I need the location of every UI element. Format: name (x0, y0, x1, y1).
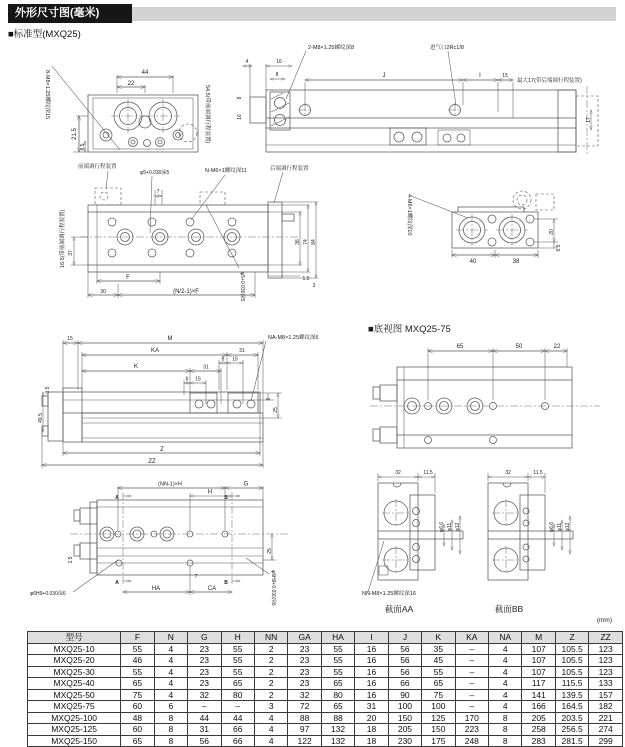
dim-phi66a: φ6.6 (439, 521, 445, 533)
dim-20: 20 (549, 229, 555, 235)
column-header: F (121, 632, 154, 644)
note-pin6-left: φ6H9+0.030深6 (30, 591, 66, 597)
value-cell: 123 (589, 643, 623, 655)
value-cell: 139.5 (555, 689, 588, 701)
dim-ha: HA (151, 586, 161, 592)
value-cell: 65 (121, 735, 154, 747)
value-cell: 4 (489, 701, 522, 713)
value-cell: 88 (288, 712, 321, 724)
dim-g: G (243, 481, 249, 488)
value-cell: 117 (522, 678, 555, 690)
model-cell: MXQ25-50 (28, 689, 121, 701)
dim-37: 37 (68, 250, 74, 256)
dim-25b: 25 (267, 548, 273, 554)
value-cell: 8 (489, 735, 522, 747)
value-cell: 16 (355, 643, 388, 655)
table-row (28, 643, 623, 655)
value-cell: 2 (254, 643, 287, 655)
view-top-side (237, 43, 598, 156)
value-cell: 203.5 (555, 712, 588, 724)
dim-zz: ZZ (148, 459, 156, 465)
view-mid-end (406, 191, 562, 265)
dim-11-5b: 11.5 (533, 470, 543, 476)
value-cell: 18 (355, 724, 388, 736)
dim-phi11b: φ11 (557, 522, 563, 532)
value-cell: 55 (221, 655, 254, 667)
dim-ca: CA (207, 586, 217, 592)
value-cell: 4 (154, 643, 187, 655)
value-cell: 221 (589, 712, 623, 724)
value-cell: 80 (321, 689, 354, 701)
section-mark-a-top: A (115, 495, 119, 501)
value-cell: 56 (388, 655, 421, 667)
value-cell: 4 (489, 689, 522, 701)
dim-84: 84 (311, 239, 317, 245)
dim-22b: 22 (553, 344, 561, 350)
dim-25a: 25 (273, 407, 279, 413)
dim-16-left: 16 (237, 114, 243, 120)
value-cell: 283 (522, 735, 555, 747)
table-row (28, 655, 623, 667)
dim-30: 30 (100, 289, 106, 295)
value-cell: 56 (388, 666, 421, 678)
dim-1-5b: 1.5 (68, 556, 74, 564)
dim-8-left: 8 (237, 96, 243, 100)
view-bottom75 (370, 344, 600, 448)
dim-8: 8 (275, 72, 279, 78)
value-cell: 8 (154, 724, 187, 736)
page-title: 外形尺寸图(毫米) (8, 4, 132, 23)
value-cell: 4 (154, 666, 187, 678)
value-cell: 66 (221, 735, 254, 747)
value-cell: 105.5 (555, 666, 588, 678)
value-cell: 66 (221, 724, 254, 736)
value-cell: 205 (522, 712, 555, 724)
value-cell: – (455, 689, 488, 701)
model-cell: MXQ25-100 (28, 712, 121, 724)
dim-6-5: 6.5 (80, 143, 86, 151)
value-cell: 55 (321, 643, 354, 655)
table-row (28, 678, 623, 690)
value-cell: 55 (422, 666, 455, 678)
value-cell: 133 (589, 678, 623, 690)
column-header: NN (254, 632, 287, 644)
value-cell: 122 (288, 735, 321, 747)
value-cell: – (455, 655, 488, 667)
dim-table-head-row (28, 632, 623, 644)
value-cell: – (455, 701, 488, 713)
value-cell: 44 (188, 712, 221, 724)
dim-21-5: 21.5 (72, 128, 78, 140)
value-cell: 65 (321, 701, 354, 713)
value-cell: 56 (188, 735, 221, 747)
value-cell: 299 (589, 735, 623, 747)
dim-6c: 6 (266, 397, 272, 401)
dim-50: 50 (515, 344, 523, 350)
value-cell: 72 (288, 701, 321, 713)
value-cell: 6 (154, 701, 187, 713)
value-cell: 55 (121, 643, 154, 655)
value-cell: 55 (321, 666, 354, 678)
value-cell: 4 (254, 735, 287, 747)
column-header: HA (321, 632, 354, 644)
value-cell: 65 (422, 678, 455, 690)
dim-m: M (167, 336, 173, 342)
value-cell: 23 (188, 655, 221, 667)
note-thread-n-m6: N-M6×1螺纹深11 (205, 168, 247, 174)
value-cell: 55 (221, 666, 254, 678)
value-cell: 20 (355, 712, 388, 724)
value-cell: 75 (422, 689, 455, 701)
value-cell: 281.5 (555, 735, 588, 747)
value-cell: 2 (254, 655, 287, 667)
value-cell: 8 (489, 712, 522, 724)
value-cell: 55 (121, 666, 154, 678)
value-cell: 157 (589, 689, 623, 701)
note-front-adjuster: 前端调行程装置 (78, 164, 117, 170)
column-header: KA (455, 632, 488, 644)
value-cell: 31 (355, 701, 388, 713)
value-cell: 32 (188, 689, 221, 701)
dim-6-5b: 6.5 (556, 244, 562, 252)
section-mark-a-bottom: A (115, 580, 119, 586)
value-cell: 80 (221, 689, 254, 701)
value-cell: 56 (388, 643, 421, 655)
dim-15c: 15 (232, 356, 238, 363)
value-cell: 66 (388, 678, 421, 690)
dim-36: 36 (295, 239, 301, 245)
view-section-aa (362, 470, 463, 614)
dim-table-body (28, 643, 623, 747)
table-row (28, 701, 623, 713)
value-cell: 23 (188, 643, 221, 655)
dim-h: H (207, 489, 213, 496)
note-pin5-top: φ5+0.030深5 (140, 170, 170, 176)
dim-3: 3 (312, 283, 316, 289)
value-cell: 35 (422, 643, 455, 655)
value-cell: 230 (388, 735, 421, 747)
bottom-view-heading: ■底视图 MXQ25-75 (368, 324, 451, 335)
subtitle-standard-type: ■标准型(MXQ25) (8, 29, 81, 40)
model-cell: MXQ25-75 (28, 701, 121, 713)
view-lower-side (38, 333, 319, 468)
view-section-bb (488, 470, 573, 614)
value-cell: 55 (321, 655, 354, 667)
note-thread-4-m6: 4-M6×1螺纹深10 (406, 194, 412, 236)
value-cell: 123 (589, 655, 623, 667)
dim-17: 17 (586, 117, 592, 123)
dim-k: K (133, 364, 139, 370)
dim-15b: 15 (67, 336, 73, 342)
dim-0-5: 0.5 (45, 386, 51, 394)
value-cell: 8 (154, 735, 187, 747)
value-cell: 274 (589, 724, 623, 736)
value-cell: 75 (121, 689, 154, 701)
value-cell: 60 (121, 701, 154, 713)
dim-7b: 7 (194, 574, 198, 580)
value-cell: 105.5 (555, 655, 588, 667)
column-header: Z (555, 632, 588, 644)
value-cell: 105.5 (555, 643, 588, 655)
value-cell: 132 (321, 735, 354, 747)
value-cell: 100 (422, 701, 455, 713)
value-cell: 4 (489, 678, 522, 690)
value-cell: – (455, 643, 488, 655)
column-header: 型号 (28, 632, 121, 644)
note-rear-adjuster: 后端调行程装置 (270, 166, 309, 172)
model-cell: MXQ25-10 (28, 643, 121, 655)
value-cell: 16 (355, 655, 388, 667)
value-cell: 125 (422, 712, 455, 724)
table-row (28, 666, 623, 678)
value-cell: 4 (489, 655, 522, 667)
column-header: M (522, 632, 555, 644)
value-cell: 23 (288, 666, 321, 678)
value-cell: 16 (355, 689, 388, 701)
value-cell: 3 (254, 701, 287, 713)
note-air-port: 进气口2Rc1/8 (430, 45, 464, 51)
value-cell: 150 (388, 712, 421, 724)
value-cell: 100 (388, 701, 421, 713)
dim-z: Z (160, 447, 164, 453)
dim-16: 16 (276, 59, 282, 65)
table-row (28, 735, 623, 747)
value-cell: – (455, 666, 488, 678)
value-cell: 258 (522, 724, 555, 736)
model-cell: MXQ25-30 (28, 666, 121, 678)
value-cell: 46 (121, 655, 154, 667)
section-mark-b-bottom: B (224, 580, 228, 586)
note-stroke-16-5: 16.5(带前端调行程装置) (60, 209, 66, 268)
note-thread-nn: NN-M8×1.25螺纹深16 (362, 591, 416, 597)
view-lower-bottom (30, 482, 290, 606)
dim-phi11a: φ11 (447, 522, 453, 532)
value-cell: 8 (154, 712, 187, 724)
section-aa-label: 截面AA (384, 604, 414, 614)
value-cell: 107 (522, 643, 555, 655)
view-plan (58, 162, 318, 301)
column-header: G (188, 632, 221, 644)
model-cell: MXQ25-20 (28, 655, 121, 667)
dim-j: J (382, 73, 386, 79)
view-top-end (44, 66, 212, 152)
column-header: N (154, 632, 187, 644)
dim-4: 4 (245, 59, 249, 65)
dimension-table (27, 631, 623, 747)
value-cell: 4 (254, 724, 287, 736)
note-max17: 最大17(带后端调行程装置) (517, 78, 582, 84)
dim-32b: 32 (505, 470, 511, 476)
dim-40: 40 (469, 259, 477, 265)
value-cell: 175 (422, 735, 455, 747)
dim-11-5a: 11.5 (423, 470, 433, 476)
note-stroke-54-5: 54.5(带前端调行程装置) (204, 85, 210, 144)
value-cell: 4 (489, 666, 522, 678)
value-cell: 23 (188, 678, 221, 690)
column-header: NA (489, 632, 522, 644)
model-cell: MXQ25-125 (28, 724, 121, 736)
value-cell: 170 (455, 712, 488, 724)
value-cell: 107 (522, 666, 555, 678)
value-cell: 31 (188, 724, 221, 736)
value-cell: 16 (355, 666, 388, 678)
value-cell: 90 (388, 689, 421, 701)
value-cell: 16 (355, 678, 388, 690)
dim-44: 44 (141, 70, 149, 76)
value-cell: 65 (121, 678, 154, 690)
value-cell: 4 (154, 655, 187, 667)
dim-74: 74 (303, 239, 309, 245)
note-thread-8-m8: 8-M8×1.25螺纹深15 (44, 70, 50, 120)
value-cell: 8 (489, 724, 522, 736)
value-cell: 18 (355, 735, 388, 747)
value-cell: 107 (522, 655, 555, 667)
column-header: H (221, 632, 254, 644)
value-cell: 2 (254, 689, 287, 701)
value-cell: 4 (154, 678, 187, 690)
note-thread-2-m8: 2-M8×1.25螺纹深8 (308, 45, 355, 51)
value-cell: – (455, 678, 488, 690)
value-cell: 97 (288, 724, 321, 736)
unit-note: (mm) (596, 617, 612, 624)
dim-32a: 32 (395, 470, 401, 476)
value-cell: 60 (121, 724, 154, 736)
dim-n2f: (N/2-1)×F (173, 289, 199, 295)
dim-15: 15 (502, 73, 508, 79)
value-cell: 141 (522, 689, 555, 701)
value-cell: 123 (589, 666, 623, 678)
value-cell: 150 (422, 724, 455, 736)
value-cell: 248 (455, 735, 488, 747)
value-cell: 65 (321, 678, 354, 690)
column-header: I (355, 632, 388, 644)
value-cell: 182 (589, 701, 623, 713)
value-cell: 23 (288, 678, 321, 690)
dim-phi12a: φ12 (455, 522, 461, 532)
value-cell: 23 (288, 655, 321, 667)
dim-ka: KA (150, 348, 160, 354)
value-cell: 2 (254, 678, 287, 690)
value-cell: 132 (321, 724, 354, 736)
value-cell: 223 (455, 724, 488, 736)
model-cell: MXQ25-40 (28, 678, 121, 690)
column-header: GA (288, 632, 321, 644)
dim-nn1h: (NN-1)×H (158, 481, 182, 488)
section-mark-b-top: B (224, 495, 228, 501)
value-cell: 55 (221, 643, 254, 655)
value-cell: 205 (388, 724, 421, 736)
note-pin6-right: φ6H9+0.030深6 (270, 570, 276, 606)
value-cell: 65 (221, 678, 254, 690)
model-cell: MXQ25-150 (28, 735, 121, 747)
value-cell: 164.5 (555, 701, 588, 713)
value-cell: 2 (254, 666, 287, 678)
dim-i: I (479, 73, 481, 79)
column-header: J (388, 632, 421, 644)
value-cell: – (188, 701, 221, 713)
dim-38: 38 (512, 259, 520, 265)
value-cell: 23 (288, 643, 321, 655)
section-bb-label: 截面BB (494, 604, 524, 614)
table-row (28, 724, 623, 736)
value-cell: 4 (489, 643, 522, 655)
dim-7: 7 (156, 189, 160, 195)
note-thread-na: NA-M8×1.25螺纹深6 (268, 335, 319, 341)
value-cell: 45 (422, 655, 455, 667)
dim-49-5: 49.5 (38, 413, 44, 423)
dim-phi12b: φ12 (565, 522, 571, 532)
value-cell: 44 (221, 712, 254, 724)
dim-f: F (126, 275, 130, 281)
dim-6b: 6 (185, 376, 189, 383)
dim-1-5: 1.5 (302, 276, 310, 282)
table-row (28, 689, 623, 701)
value-cell: 256.5 (555, 724, 588, 736)
dim-8b: 8 (221, 356, 225, 363)
value-cell: 115.5 (555, 678, 588, 690)
value-cell: 48 (121, 712, 154, 724)
dim-31a: 31 (239, 348, 245, 354)
value-cell: 88 (321, 712, 354, 724)
value-cell: 32 (288, 689, 321, 701)
value-cell: 23 (188, 666, 221, 678)
value-cell: – (221, 701, 254, 713)
dim-22: 22 (127, 81, 135, 87)
dim-65: 65 (456, 344, 464, 350)
value-cell: 4 (154, 689, 187, 701)
dim-15d: 15 (195, 376, 201, 383)
column-header: K (422, 632, 455, 644)
dim-31b: 31 (203, 364, 209, 371)
dim-phi66b: φ6.6 (549, 521, 555, 533)
column-header: ZZ (589, 632, 623, 644)
table-row (28, 712, 623, 724)
note-pin5-bottom: φ5+0.030深5 (239, 272, 245, 302)
value-cell: 166 (522, 701, 555, 713)
value-cell: 4 (254, 712, 287, 724)
